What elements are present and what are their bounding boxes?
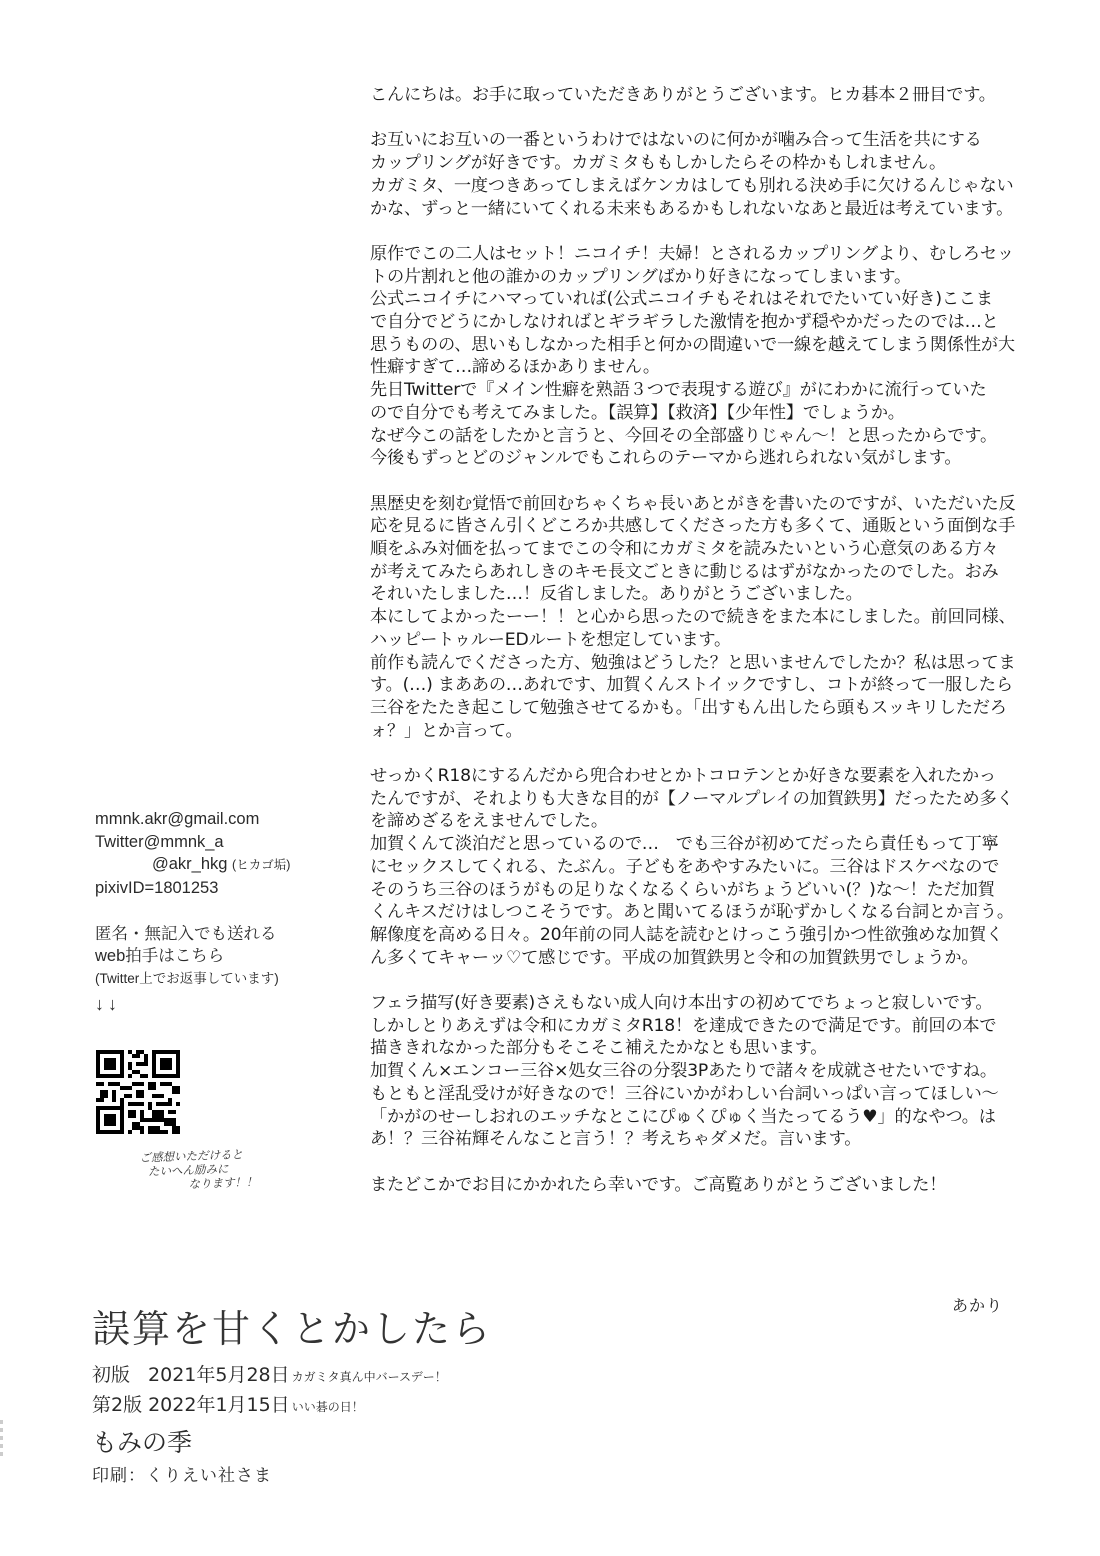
author-signature: あかり	[952, 1296, 1004, 1315]
afterword-line: 応を見るに皆さん引くどころか共感してくださった方も多くて、通販という面倒な手	[370, 516, 1016, 537]
afterword-line: ハッピートゥルーEDルートを想定しています。	[370, 629, 731, 650]
afterword-line: 前作も読んでくださった方、勉強はどうした？と思いませんでしたか？私は思ってま	[370, 652, 1016, 673]
webclap-line-2: web拍手はこちら	[95, 947, 225, 966]
contact-info	[95, 808, 355, 1015]
afterword-line: もともと淫乱受けが好きなので！三谷にいかがわしい台詞いっぱい言ってほしい〜	[370, 1083, 999, 1104]
afterword-line: こんにちは。お手に取っていただきありがとうございます。ヒカ碁本２冊目です。	[370, 85, 996, 105]
edition-second	[92, 1392, 492, 1420]
afterword-line: カップリングが好きです。カガミタももしかしたらその枠かもしれません。	[370, 153, 947, 174]
afterword-paragraph	[370, 765, 1050, 969]
printer-credit: 印刷：くりえい社さま	[92, 1466, 272, 1486]
handwritten-note	[139, 1145, 300, 1193]
afterword-line: 原作でこの二人はセット！ニコイチ！夫婦！とされるカップリングより、むしろセッ	[370, 243, 1014, 264]
afterword-text	[370, 84, 1050, 1219]
afterword-line: 今後もずっとどのジャンルでもこれらのテーマから逃れられない気がします。	[370, 448, 962, 469]
circle-name: もみの季	[92, 1428, 193, 1457]
afterword-line: 順をふみ対価を払ってまでこの令和にカガミタを読みたいという心意気のある方々	[370, 539, 999, 560]
afterword-line: 先日Twitterで『メイン性癖を熟語３つで表現する遊び』がにわかに流行っていた	[370, 380, 987, 401]
afterword-line: す。(…) まああの…あれです、加賀くんストイックですし、コトが終って一服したら	[370, 675, 1013, 696]
afterword-line: なぜ今この話をしたかと言うと、今回その全部盛りじゃん〜！と思ったからです。	[370, 425, 997, 446]
afterword-paragraph	[370, 243, 1050, 470]
afterword-line: またどこかでお目にかかれたら幸いです。ご高覧ありがとうございました！	[370, 1174, 947, 1195]
twitter-sub-note: (ヒカゴ垢)	[232, 858, 291, 873]
afterword-paragraph	[370, 84, 1050, 107]
edition-date: 2021年5月28日	[148, 1364, 290, 1386]
afterword-line: フェラ描写(好き要素)さえもない成人向け本出すの初めてでちょっと寂しいです。	[370, 993, 993, 1014]
twitter-sub-handle: @akr_hkg	[152, 855, 228, 874]
webclap-note: (Twitter上でお返事しています)	[95, 970, 279, 986]
pixiv-id: pixivID=1801253	[95, 879, 219, 898]
afterword-line: ん多くてキャーッ♡て感じです。平成の加賀鉄男と令和の加賀鉄男でしょうか。	[370, 947, 979, 968]
afterword-line: 加賀くん×エンコー三谷×処女三谷の分裂3Pあたりで諸々を成就させたいですね。	[370, 1061, 997, 1082]
afterword-line: それいたしました…！反省しました。ありがとうございました。	[370, 584, 863, 605]
afterword-paragraph	[370, 493, 1050, 743]
afterword-paragraph	[370, 992, 1050, 1151]
afterword-line: ので自分でも考えてみました。【誤算】【救済】【少年性】でしょうか。	[370, 402, 905, 423]
afterword-paragraph	[370, 129, 1050, 220]
afterword-line: で自分でどうにかしなければとギラギラした激情を抱かず穏やかだったのでは…と	[370, 312, 999, 332]
afterword-line: しかしとりあえずは令和にカガミタR18！を達成できたので満足です。前回の本で	[370, 1015, 997, 1036]
afterword-line: たんですが、それよりも大きな目的が【ノーマルプレイの加賀鉄男】だったため多く	[370, 788, 1014, 809]
afterword-line: 「かがのせーしおれのエッチなとこにぴゅくぴゅく当たってるう♥」的なやつ。は	[370, 1106, 996, 1127]
colophon	[92, 1306, 492, 1488]
twitter-sub-line	[95, 853, 355, 877]
edition-memo: いい碁の日！	[291, 1400, 364, 1414]
handwritten-line-2: たいへん励みに	[147, 1161, 229, 1179]
afterword-line: せっかくR18にするんだから兜合わせとかトコロテンとか好きな要素を入れたかっ	[370, 766, 996, 787]
afterword-line: 解像度を高める日々。20年前の同人誌を読むとけっこう強引かつ性欲強めな加賀く	[370, 924, 1004, 945]
afterword-line: を諦めざるをえませんでした。	[370, 811, 608, 832]
afterword-line: かな、ずっと一緒にいてくれる未来もあるかもしれないなあと最近は考えています。	[370, 198, 1014, 219]
afterword-line: にセックスしてくれる、たぶん。子どもをあやすみたいに。三谷はドスケベなので	[370, 856, 1000, 877]
afterword-line: 本にしてよかったーー！！と心から思ったので続きをまた本にしました。前回同様、	[370, 607, 1016, 628]
page-edge-mark	[0, 1420, 3, 1460]
afterword-line: 公式ニコイチにハマっていれば(公式ニコイチもそれはそれでたいてい好き)ここま	[370, 289, 993, 310]
twitter-main-handle: Twitter@mmnk_a	[95, 832, 224, 851]
edition-date: 2022年1月15日	[148, 1394, 290, 1416]
afterword-line: 思うものの、思いもしなかった相手と何かの間違いで一線を越えてしまう関係性が大	[370, 334, 1015, 355]
afterword-paragraph	[370, 1174, 1050, 1197]
afterword-line: カガミタ、一度つきあってしまえばケンカはしても別れる決め手に欠けるんじゃない	[370, 175, 1014, 196]
afterword-line: そのうち三谷のほうがもの足りなくなるくらいがちょうどいい(？)な〜！ただ加賀	[370, 879, 995, 900]
afterword-line: トの片割れと他の誰かのカップリングばかり好きになってしまいます。	[370, 266, 912, 287]
afterword-line: ォ？」とか言って。	[370, 720, 523, 741]
afterword-line: あ！？三谷祐輝そんなこと言う！？考えちゃダメだ。言います。	[370, 1129, 862, 1150]
edition-first	[92, 1362, 492, 1390]
afterword-line: が考えてみたらあれしきのキモ長文ごときに動じるはずがなかったのでした。おみ	[370, 561, 999, 582]
afterword-line: 描ききれなかった部分もそこそこ補えたかなとも思います。	[370, 1038, 828, 1059]
afterword-line: くんキスだけはしつこそうです。あと聞いてるほうが恥ずかしくなる台詞とか言う。	[370, 902, 1014, 923]
handwritten-line-1: ご感想いただけると	[139, 1147, 244, 1165]
email-address: mmnk.akr@gmail.com	[95, 810, 260, 828]
edition-label: 初版	[92, 1364, 131, 1386]
qr-code-icon[interactable]	[96, 1050, 180, 1134]
afterword-line: 黒歴史を刻む覚悟で前回むちゃくちゃ長いあとがきを書いたのですが、いただいた反	[370, 493, 1016, 514]
spacer	[95, 900, 355, 923]
afterword-line: 性癖すぎて…諦めるほかありません。	[370, 357, 660, 378]
afterword-line: お互いにお互いの一番というわけではないのに何かが噛み合って生活を共にする	[370, 130, 982, 151]
webclap-line-1: 匿名・無記入でも送れる	[95, 924, 277, 943]
handwritten-line-3: なります！！	[188, 1174, 258, 1192]
afterword-line: 加賀くんて淡泊だと思っているので… でも三谷が初めてだったら責任もって丁寧	[370, 834, 999, 855]
afterword-line: 三谷をたたき起こして勉強させてるかも。「出すもん出したら頭もスッキリしただろ	[370, 697, 1007, 718]
down-arrows-icon: ↓↓	[95, 993, 121, 1014]
edition-label: 第2版	[92, 1394, 143, 1416]
edition-memo: カガミタ真ん中バースデー！	[291, 1370, 447, 1384]
book-title: 誤算を甘くとかしたら	[92, 1307, 493, 1351]
